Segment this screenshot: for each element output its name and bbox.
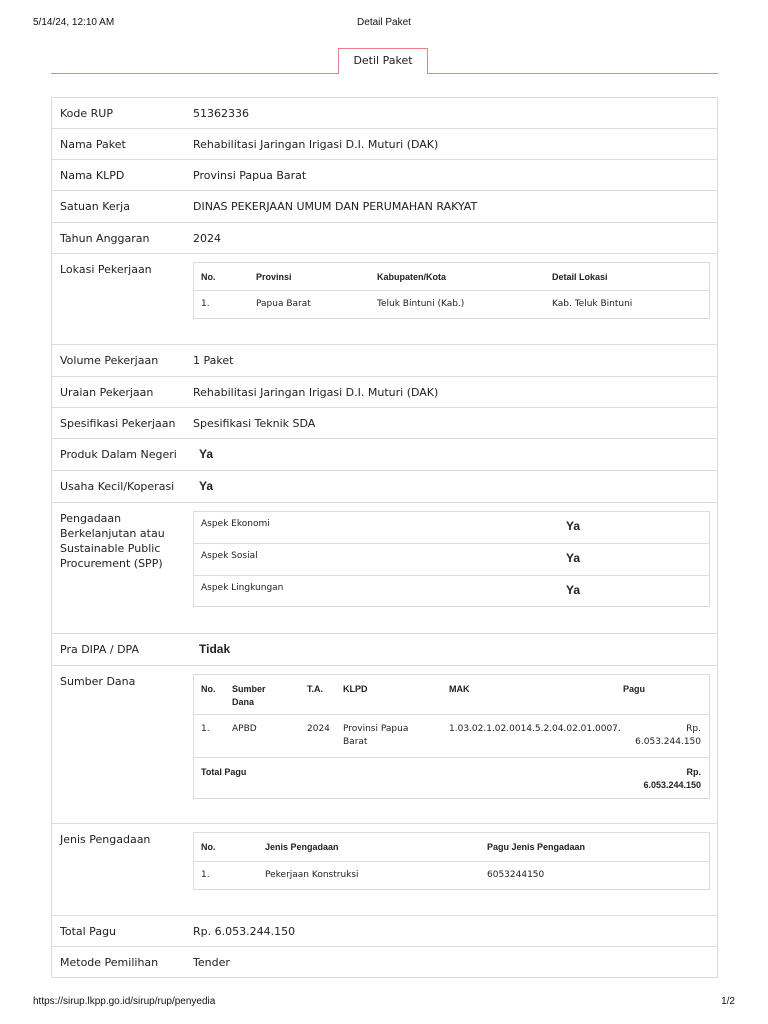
field-label: Nama Paket xyxy=(60,138,126,151)
cell-sumber-dana: APBD xyxy=(232,724,257,734)
cell-klpd-line1: Provinsi Papua xyxy=(343,724,409,734)
row-spp xyxy=(52,503,717,634)
col-header-klpd: KLPD xyxy=(343,684,368,694)
sumber-dana-table xyxy=(193,674,710,799)
col-header-sumber-dana-line2: Dana xyxy=(232,697,255,707)
total-pagu-value-line2: 6.053.244.150 xyxy=(643,780,701,790)
field-label: Metode Pemilihan xyxy=(60,956,159,969)
col-header-provinsi: Provinsi xyxy=(256,272,292,282)
col-header-pagu-jenis: Pagu Jenis Pengadaan xyxy=(487,842,586,852)
field-label: Satuan Kerja xyxy=(60,200,130,213)
row-satuan-kerja xyxy=(52,191,717,223)
field-value: Tender xyxy=(193,956,230,969)
row-volume-pekerjaan xyxy=(52,345,717,377)
field-label: Usaha Kecil/Koperasi xyxy=(60,480,175,493)
page-url[interactable]: https://sirup.lkpp.go.id/sirup/rup/penyedia xyxy=(33,996,216,1007)
cell-mak: 1.03.02.1.02.0014.5.2.04.02.01.0007. xyxy=(449,724,621,734)
field-label: Kode RUP xyxy=(60,107,113,120)
field-value: Provinsi Papua Barat xyxy=(193,169,307,182)
col-header-sumber-dana-line1: Sumber xyxy=(232,684,266,694)
cell-jenis-pengadaan: Pekerjaan Konstruksi xyxy=(265,870,359,880)
row-lokasi-pekerjaan xyxy=(52,254,717,345)
col-header-kabupaten: Kabupaten/Kota xyxy=(377,272,447,282)
field-value: 1 Paket xyxy=(193,354,234,367)
page-number: 1/2 xyxy=(721,996,735,1007)
field-value: DINAS PEKERJAAN UMUM DAN PERUMAHAN RAKYAT xyxy=(193,200,478,213)
row-jenis-pengadaan xyxy=(52,824,717,916)
row-tahun-anggaran xyxy=(52,223,717,254)
field-label: Spesifikasi Pekerjaan xyxy=(60,417,176,430)
table-row xyxy=(194,291,709,318)
table-row xyxy=(194,715,709,758)
cell-aspek: Aspek Lingkungan xyxy=(201,583,284,593)
cell-no: 1. xyxy=(201,299,210,309)
cell-aspek-value: Ya xyxy=(566,519,581,533)
field-label: Produk Dalam Negeri xyxy=(60,448,177,461)
cell-detail-lokasi: Kab. Teluk Bintuni xyxy=(552,299,633,309)
field-value: Ya xyxy=(199,479,214,493)
field-label: Nama KLPD xyxy=(60,169,125,182)
row-sumber-dana xyxy=(52,666,717,824)
row-produk-dalam-negeri xyxy=(52,439,717,471)
tab-detil-paket[interactable]: Detil Paket xyxy=(338,48,428,74)
print-date: 5/14/24, 12:10 AM xyxy=(33,17,115,28)
col-header-no: No. xyxy=(201,684,216,694)
row-nama-klpd xyxy=(52,160,717,191)
print-header xyxy=(33,17,735,31)
row-uraian-pekerjaan xyxy=(52,377,717,408)
spp-table xyxy=(193,511,710,607)
cell-ta: 2024 xyxy=(307,724,330,734)
cell-pagu-jenis: 6053244150 xyxy=(487,870,545,880)
field-value: Rehabilitasi Jaringan Irigasi D.I. Muturi (DAK) xyxy=(193,138,439,151)
field-value: Rehabilitasi Jaringan Irigasi D.I. Muturi (DAK) xyxy=(193,386,439,399)
field-value: Ya xyxy=(199,447,214,461)
row-pra-dipa xyxy=(52,634,717,666)
field-value: Rp. 6.053.244.150 xyxy=(193,925,296,938)
cell-aspek: Aspek Ekonomi xyxy=(201,519,270,529)
field-label: Sumber Dana xyxy=(60,675,136,688)
field-label: Tahun Anggaran xyxy=(60,232,150,245)
cell-no: 1. xyxy=(201,724,210,734)
lokasi-table xyxy=(193,262,710,319)
field-value: Tidak xyxy=(199,642,231,656)
field-label: Volume Pekerjaan xyxy=(60,354,159,367)
cell-aspek: Aspek Sosial xyxy=(201,551,258,561)
col-header-no: No. xyxy=(201,272,216,282)
table-row xyxy=(194,576,709,606)
table-header-row xyxy=(194,263,709,291)
field-label: Jenis Pengadaan xyxy=(60,833,151,846)
col-header-detail-lokasi: Detail Lokasi xyxy=(552,272,608,282)
col-header-no: No. xyxy=(201,842,216,852)
cell-aspek-value: Ya xyxy=(566,583,581,597)
field-value: 51362336 xyxy=(193,107,249,120)
col-header-mak: MAK xyxy=(449,684,470,694)
row-metode-pemilihan xyxy=(52,947,717,977)
field-value: 2024 xyxy=(193,232,221,245)
table-row xyxy=(194,862,709,889)
field-label: Uraian Pekerjaan xyxy=(60,386,154,399)
table-total-row xyxy=(194,758,709,799)
table-header-row xyxy=(194,833,709,862)
row-nama-paket xyxy=(52,129,717,160)
col-header-ta: T.A. xyxy=(307,684,324,694)
total-pagu-label: Total Pagu xyxy=(201,767,247,777)
row-spesifikasi-pekerjaan xyxy=(52,408,717,439)
col-header-pagu: Pagu xyxy=(623,684,646,694)
cell-klpd-line2: Barat xyxy=(343,737,368,747)
detail-table xyxy=(51,97,718,978)
field-label: Pengadaan Berkelanjutan atau Sustainable Public Procurement (SPP) xyxy=(60,512,165,570)
cell-aspek-value: Ya xyxy=(566,551,581,565)
field-label: Lokasi Pekerjaan xyxy=(60,263,152,276)
print-title: Detail Paket xyxy=(357,17,411,28)
col-header-jenis-pengadaan: Jenis Pengadaan xyxy=(265,842,339,852)
row-usaha-kecil xyxy=(52,471,717,503)
row-kode-rup xyxy=(52,98,717,129)
total-pagu-value-line1: Rp. xyxy=(686,767,701,777)
table-row xyxy=(194,544,709,576)
jenis-pengadaan-table xyxy=(193,832,710,890)
cell-provinsi: Papua Barat xyxy=(256,299,311,309)
cell-pagu-line2: 6.053.244.150 xyxy=(635,737,701,747)
field-label: Total Pagu xyxy=(60,925,117,938)
table-row xyxy=(194,512,709,544)
field-value: Spesifikasi Teknik SDA xyxy=(193,417,316,430)
field-label: Pra DIPA / DPA xyxy=(60,643,139,656)
cell-no: 1. xyxy=(201,870,210,880)
row-total-pagu xyxy=(52,916,717,947)
table-header-row xyxy=(194,675,709,715)
cell-pagu-line1: Rp. xyxy=(686,724,701,734)
cell-kabupaten: Teluk Bintuni (Kab.) xyxy=(377,299,465,309)
